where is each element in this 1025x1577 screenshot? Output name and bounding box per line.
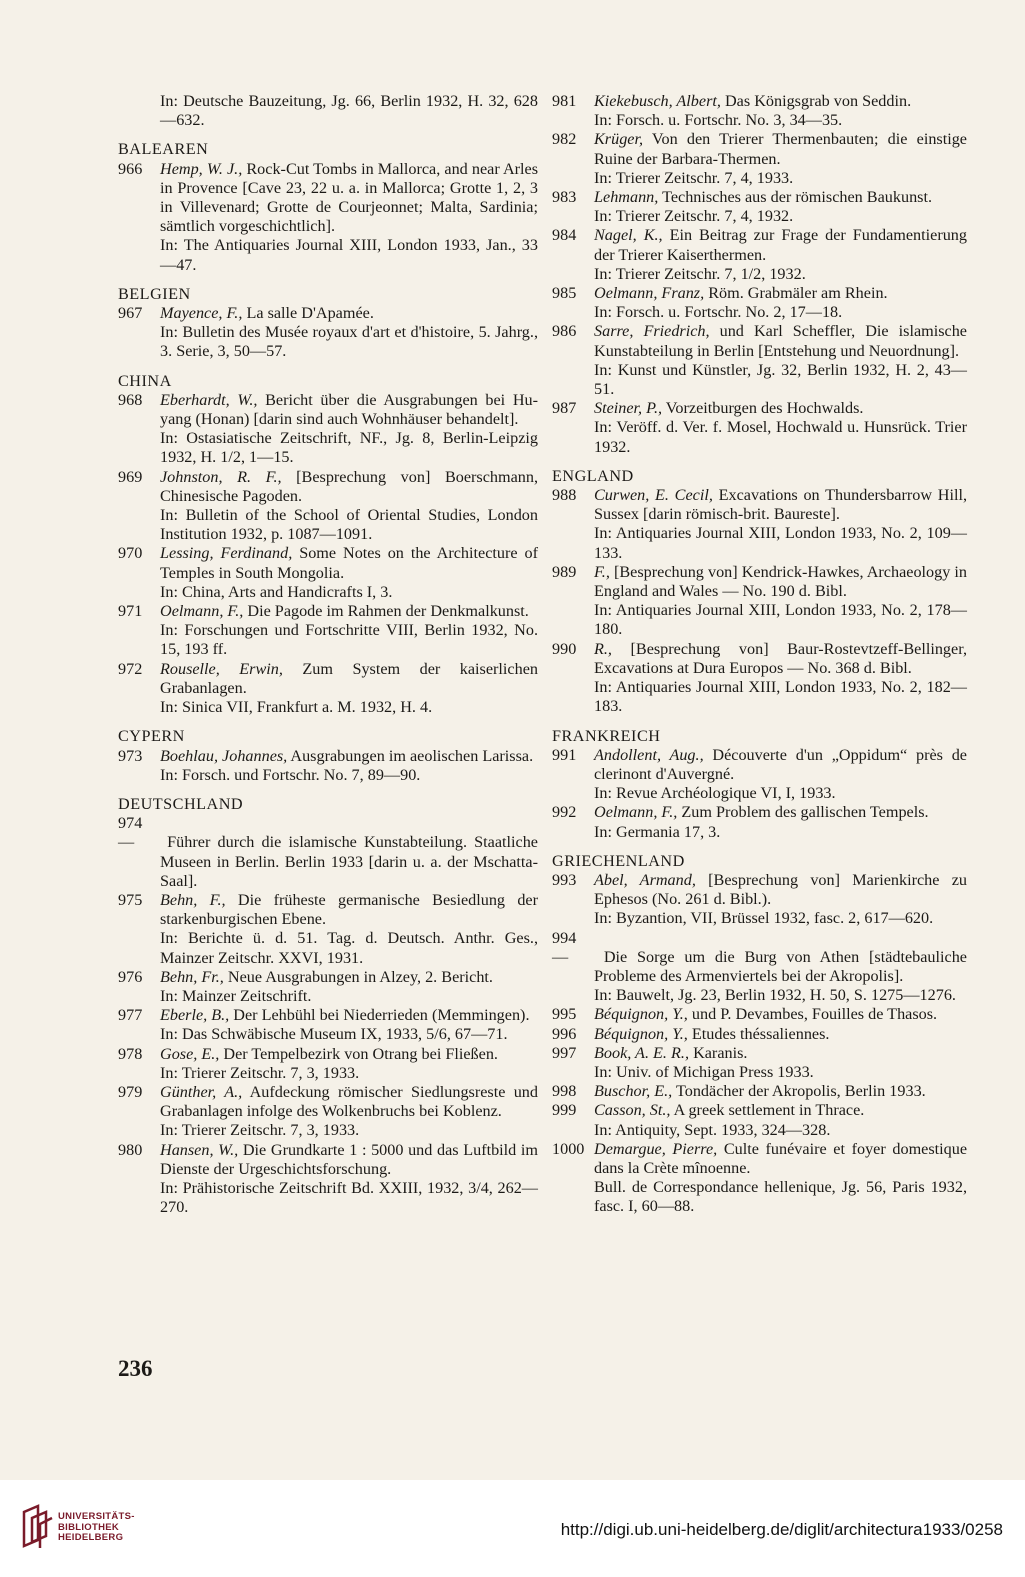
- bibliography-entry: [552, 1005, 967, 1024]
- entry-author: Gose, E.,: [160, 1044, 220, 1063]
- entry-number: 967: [118, 304, 143, 323]
- bibliography-entry: [552, 92, 967, 111]
- entry-source: In: Byzantion, VII, Brüssel 1932, fasc. 2, 617—620.: [594, 909, 934, 928]
- entry-source: In: Revue Archéologique VI, I, 1933.: [594, 784, 836, 803]
- bibliography-entry: [552, 563, 967, 601]
- bibliography-entry: [552, 130, 967, 168]
- entry-source: In: Trierer Zeitschr. 7, 1/2, 1932.: [594, 264, 806, 283]
- bibliography-entry: [552, 188, 967, 207]
- entry-number: 996: [552, 1024, 577, 1043]
- entry-number: 971: [118, 602, 143, 621]
- entry-source: In: Forsch. und Fortschr. No. 7, 89—90.: [160, 765, 421, 784]
- entry-number: 974 —: [118, 814, 143, 852]
- entry-source: In: Bulletin des Musée royaux d'art et d'histoire, 5. Jahrg., 3. Serie, 3, 50—57.: [160, 323, 538, 361]
- entry-title: Découverte d'un „Oppidum“ près de clerinont d'Auvergné.: [594, 745, 967, 783]
- entry-author: Curwen, E. Cecil,: [594, 486, 713, 505]
- bibliography-entry: [118, 468, 538, 506]
- bibliography-entry: [118, 814, 538, 891]
- entry-source: In: Trierer Zeitschr. 7, 4, 1933.: [594, 168, 794, 187]
- entry-author: Demargue, Pierre,: [594, 1139, 718, 1158]
- entry-source: In: Sinica VII, Frankfurt a. M. 1932, H. 4.: [160, 698, 433, 717]
- logo-line: UNIVERSITÄTS-: [58, 1511, 135, 1522]
- entry-source: In: Antiquaries Journal XIII, London 1933, No. 2, 178—180.: [594, 601, 967, 639]
- bibliography-entry: [552, 1101, 967, 1120]
- bibliography-entry: [552, 1044, 967, 1063]
- bibliography-entry: [552, 399, 967, 418]
- entry-author: Behn, Fr.,: [160, 967, 224, 986]
- bibliography-entry: [552, 284, 967, 303]
- entry-number: 973: [118, 746, 143, 765]
- entry-number: 977: [118, 1006, 143, 1025]
- bibliography-entry: [118, 660, 538, 698]
- entry-number: 980: [118, 1140, 143, 1159]
- section-heading: DEUTSCHLAND: [118, 794, 244, 813]
- entry-author: Günther, A.,: [160, 1082, 243, 1101]
- left-column: [118, 92, 538, 1217]
- entry-title: Der Lehbühl bei Niederrieden (Memmingen).: [229, 1006, 530, 1025]
- entry-author: Oelmann, F.,: [160, 602, 244, 621]
- entry-title: Zum Problem des gallischen Tempels.: [677, 803, 929, 822]
- entry-source: In: Trierer Zeitschr. 7, 3, 1933.: [160, 1121, 360, 1140]
- entry-source: In: Kunst und Künstler, Jg. 32, Berlin 1932, H. 2, 43—51.: [594, 360, 967, 399]
- entry-author: Andollent, Aug.,: [594, 745, 704, 764]
- entry-author: Casson, St.,: [594, 1101, 671, 1120]
- entry-number: 991: [552, 745, 577, 764]
- entry-source: In: Antiquaries Journal XIII, London 1933, No. 2, 109—133.: [594, 524, 967, 562]
- right-column: [552, 92, 967, 1217]
- entry-author: Mayence, F.,: [160, 304, 243, 323]
- entry-number: 992: [552, 803, 577, 822]
- entry-number: 982: [552, 130, 577, 149]
- entry-source: In: Das Schwäbische Museum IX, 1933, 5/6, 67—71.: [160, 1025, 508, 1044]
- entry-number: 983: [552, 188, 577, 207]
- entry-author: Hemp, W. J.,: [160, 159, 243, 178]
- entry-author: R.,: [594, 639, 612, 658]
- entry-author: Johnston, R. F.,: [160, 467, 282, 486]
- bibliography-entry: [118, 391, 538, 429]
- entry-title: Neue Ausgrabungen in Alzey, 2. Bericht.: [223, 967, 493, 986]
- bibliography-entry: [552, 1140, 967, 1178]
- entry-title: [Besprechung von] Kendrick-Hawkes, Archaeology in England and Wales — No. 190 d. Bibl.: [594, 562, 967, 601]
- entry-number: 997: [552, 1043, 577, 1062]
- bibliography-entry: [552, 322, 967, 360]
- permalink-url[interactable]: http://digi.ub.uni-heidelberg.de/diglit/architectura1933/0258: [560, 1520, 1003, 1539]
- entry-author: F.,: [594, 562, 610, 581]
- entry-author: Eberle, B.,: [160, 1006, 230, 1025]
- entry-source: Bull. de Correspondance hellenique, Jg. 56, Paris 1932, fasc. I, 60—88.: [594, 1178, 967, 1216]
- entry-author: Kiekebusch, Albert,: [594, 92, 721, 110]
- entry-source: In: China, Arts and Handicrafts I, 3.: [160, 582, 393, 601]
- entry-title: Die früheste germanische Besiedlung der starkenburgischen Ebene.: [160, 890, 539, 929]
- entry-author: Behn, F.,: [160, 890, 226, 909]
- entry-number: 978: [118, 1044, 143, 1063]
- entry-title: Rock-Cut Tombs in Mallorca, and near Arles in Provence [Cave 23, 22 u. a. in Mallorca; Grotte 1, 2, 3 in Villevenard; Grotte de Courjeonnet; Malta, Sardinia; sämtlich vorgeschichtlich].: [160, 159, 539, 236]
- entry-title: A greek settlement in Thrace.: [670, 1101, 865, 1120]
- section-heading: GRIECHENLAND: [552, 851, 685, 870]
- entry-title: [Besprechung von] Boerschmann, Chinesische Pagoden.: [160, 467, 538, 505]
- entry-number: 969: [118, 467, 143, 486]
- entry-author: Lessing, Ferdinand,: [160, 544, 293, 563]
- entry-author: Rouselle, Erwin,: [160, 659, 283, 678]
- library-logo-text: [58, 1512, 135, 1544]
- entry-title: Bericht über die Ausgrabungen bei Hu-yang (Honan) [darin sind auch Wohnhäuser behandelt].: [160, 390, 538, 429]
- entry-number: 993: [552, 870, 577, 889]
- entry-source: In: Veröff. d. Ver. f. Mosel, Hochwald u. Hunsrück. Trier 1932.: [594, 418, 967, 456]
- entry-number: 986: [552, 322, 577, 341]
- continuation-text: In: Deutsche Bauzeitung, Jg. 66, Berlin 1932, H. 32, 628—632.: [160, 92, 538, 130]
- bibliography-entry: [552, 486, 967, 524]
- entry-author: Hansen, W.,: [160, 1140, 239, 1159]
- bibliography-entry: [118, 968, 538, 987]
- entry-title: Die Sorge um die Burg von Athen [städtebauliche Probleme des Armenviertels bei der Akropolis].: [594, 947, 967, 985]
- entry-number: 984: [552, 226, 577, 245]
- logo-line: HEIDELBERG: [58, 1532, 124, 1543]
- entry-number: 1000: [552, 1139, 585, 1158]
- bibliography-entry: [552, 640, 967, 678]
- footer-bar: [0, 1480, 1025, 1577]
- entry-title: Technisches aus der römischen Baukunst.: [658, 188, 933, 207]
- entry-title: Das Königsgrab von Seddin.: [720, 92, 912, 110]
- entry-title: Der Tempelbezirk von Otrang bei Fließen.: [219, 1044, 498, 1063]
- entry-number: 988: [552, 486, 577, 505]
- entry-author: Béquignon, Y.,: [594, 1005, 688, 1024]
- entry-source: In: Trierer Zeitschr. 7, 4, 1932.: [594, 207, 794, 226]
- entry-number: 968: [118, 390, 143, 409]
- section-heading: FRANKREICH: [552, 726, 661, 745]
- entry-author: Eberhardt, W.,: [160, 390, 258, 409]
- entry-number: 979: [118, 1082, 143, 1101]
- bibliography-entry: [118, 1083, 538, 1121]
- entry-title: Aufdeckung römischer Siedlungsreste und Grabanlagen infolge des Wolkenbruchs bei Koblenz.: [160, 1082, 538, 1121]
- entry-title: [Besprechung von] Baur-Rostevtzeff-Bellinger, Excavations at Dura Europos — No. 368 d. Bibl.: [594, 639, 967, 677]
- entry-author: Boehlau, Johannes,: [160, 746, 288, 765]
- entry-title: Röm. Grabmäler am Rhein.: [704, 284, 888, 303]
- bibliography-entry: [552, 1025, 967, 1044]
- bibliography-entry: [118, 544, 538, 582]
- entry-title: Tondächer der Akropolis, Berlin 1933.: [672, 1082, 926, 1101]
- bibliography-entry: [552, 929, 967, 987]
- entry-author: Abel, Armand,: [594, 870, 696, 889]
- left-sections: [118, 140, 538, 1217]
- entry-title: Some Notes on the Architecture of Temples in South Mongolia.: [160, 544, 538, 582]
- entry-source: In: Univ. of Michigan Press 1933.: [594, 1062, 814, 1081]
- entry-title: Die Pagode im Rahmen der Denkmalkunst.: [243, 602, 529, 621]
- entry-title: [Besprechung von] Marienkirche zu Ephesos (No. 261 d. Bibl.).: [594, 870, 967, 909]
- entry-title: Excavations on Thundersbarrow Hill, Sussex [darin römisch-brit. Baureste].: [594, 486, 967, 524]
- entry-title: Culte funévaire et foyer domestique dans la Crète mînoenne.: [594, 1139, 968, 1177]
- bibliography-entry: [118, 747, 538, 766]
- entry-title: La salle D'Apamée.: [242, 304, 374, 323]
- entry-number: 985: [552, 284, 577, 303]
- entry-number: 994 —: [552, 928, 577, 966]
- entry-number: 975: [118, 890, 143, 909]
- entry-title: und P. Devambes, Fouilles de Thasos.: [687, 1005, 938, 1024]
- section-heading: CHINA: [118, 371, 172, 390]
- entry-title: Etudes théssaliennes.: [687, 1024, 830, 1043]
- entry-source: In: The Antiquaries Journal XIII, London 1933, Jan., 33—47.: [160, 236, 538, 274]
- entry-source: In: Germania 17, 3.: [594, 822, 721, 841]
- entry-title: Die Grundkarte 1 : 5000 und das Luftbild im Dienste der Urgeschichtsforschung.: [160, 1140, 538, 1178]
- entry-source: In: Mainzer Zeitschrift.: [160, 986, 312, 1005]
- bibliography-entry: [118, 1006, 538, 1025]
- entry-title: Ausgrabungen im aeolischen Larissa.: [287, 746, 534, 765]
- section-heading: CYPERN: [118, 727, 185, 746]
- entry-source: In: Berichte ü. d. 51. Tag. d. Deutsch. Anthr. Ges., Mainzer Zeitschr. XXVI, 1931.: [160, 929, 538, 967]
- entry-author: Lehmann,: [594, 188, 659, 207]
- entry-author: Oelmann, F.,: [594, 803, 678, 822]
- section-heading: BALEAREN: [118, 140, 209, 159]
- entry-author: Sarre, Friedrich,: [594, 322, 710, 341]
- entry-number: 972: [118, 659, 143, 678]
- entry-author: Buschor, E.,: [594, 1082, 673, 1101]
- entry-title: Führer durch die islamische Kunstabteilung. Staatliche Museen in Berlin. Berlin 1933 [darin u. a. der Mschatta-Saal].: [160, 833, 538, 890]
- entry-number: 976: [118, 967, 143, 986]
- section-heading: BELGIEN: [118, 284, 191, 303]
- entry-number: 998: [552, 1082, 577, 1101]
- entry-source: In: Prähistorische Zeitschrift Bd. XXIII, 1932, 3/4, 262—270.: [160, 1178, 538, 1217]
- entry-number: 989: [552, 562, 577, 581]
- entry-source: In: Ostasiatische Zeitschrift, NF., Jg. 8, Berlin-Leipzig 1932, H. 1/2, 1—15.: [160, 429, 538, 467]
- bibliography-entry: [118, 160, 538, 237]
- entry-source: In: Forsch. u. Fortschr. No. 2, 17—18.: [594, 303, 843, 322]
- entry-author: Steiner, P.,: [594, 399, 663, 418]
- entry-number: 970: [118, 544, 143, 563]
- entry-title: und Karl Scheffler, Die islamische Kunstabteilung in Berlin [Entstehung und Neuordnung].: [594, 322, 967, 360]
- bibliography-entry: [552, 226, 967, 264]
- entry-number: 995: [552, 1005, 577, 1024]
- entry-author: Oelmann, Franz,: [594, 284, 705, 303]
- bibliography-entry: [552, 746, 967, 784]
- page-number: 236: [118, 1356, 153, 1381]
- entry-source: In: Antiquaries Journal XIII, London 1933, No. 2, 182—183.: [594, 678, 967, 716]
- entry-author: Krüger,: [594, 130, 644, 149]
- entry-source: In: Bauwelt, Jg. 23, Berlin 1932, H. 50, S. 1275—1276.: [594, 986, 956, 1005]
- entry-number: 999: [552, 1101, 577, 1120]
- entry-number: 981: [552, 92, 577, 110]
- bibliography-entry: [118, 1045, 538, 1064]
- entry-title: Von den Trierer Thermenbauten; die einstige Ruine der Barbara-Thermen.: [594, 130, 967, 168]
- entry-source: In: Forschungen und Fortschritte VIII, Berlin 1932, No. 15, 193 ff.: [160, 621, 538, 659]
- entry-author: Béquignon, Y.,: [594, 1024, 688, 1043]
- section-heading: ENGLAND: [552, 466, 634, 485]
- entry-author: Book, A. E. R.,: [594, 1043, 690, 1062]
- entry-title: Ein Beitrag zur Frage der Fundamentierung der Trierer Kaiserthermen.: [594, 226, 967, 264]
- entry-source: In: Antiquity, Sept. 1933, 324—328.: [594, 1120, 831, 1139]
- bibliography-entry: [118, 304, 538, 323]
- bibliography-entry: [118, 602, 538, 621]
- entry-title: Zum System der kaiserlichen Grabanlagen.: [160, 659, 538, 697]
- bibliography-entry: [552, 871, 967, 909]
- entry-title: Vorzeitburgen des Hochwalds.: [662, 399, 864, 418]
- logo-line: BIBLIOTHEK: [58, 1521, 120, 1533]
- entry-source: In: Forsch. u. Fortschr. No. 3, 34—35.: [594, 111, 843, 130]
- bibliography-entry: [552, 803, 967, 822]
- entry-source: In: Trierer Zeitschr. 7, 3, 1933.: [160, 1063, 360, 1082]
- bibliography-entry: [552, 1082, 967, 1101]
- entry-source: In: Bulletin of the School of Oriental Studies, London Institution 1932, p. 1087—1091.: [160, 506, 538, 544]
- entry-author: Nagel, K.,: [594, 226, 663, 245]
- bibliography-entry: [118, 1141, 538, 1179]
- entry-title: Karanis.: [689, 1043, 748, 1062]
- entry-number: 987: [552, 399, 577, 418]
- bibliography-entry: [118, 891, 538, 929]
- entry-number: 966: [118, 159, 143, 178]
- entry-number: 990: [552, 639, 577, 658]
